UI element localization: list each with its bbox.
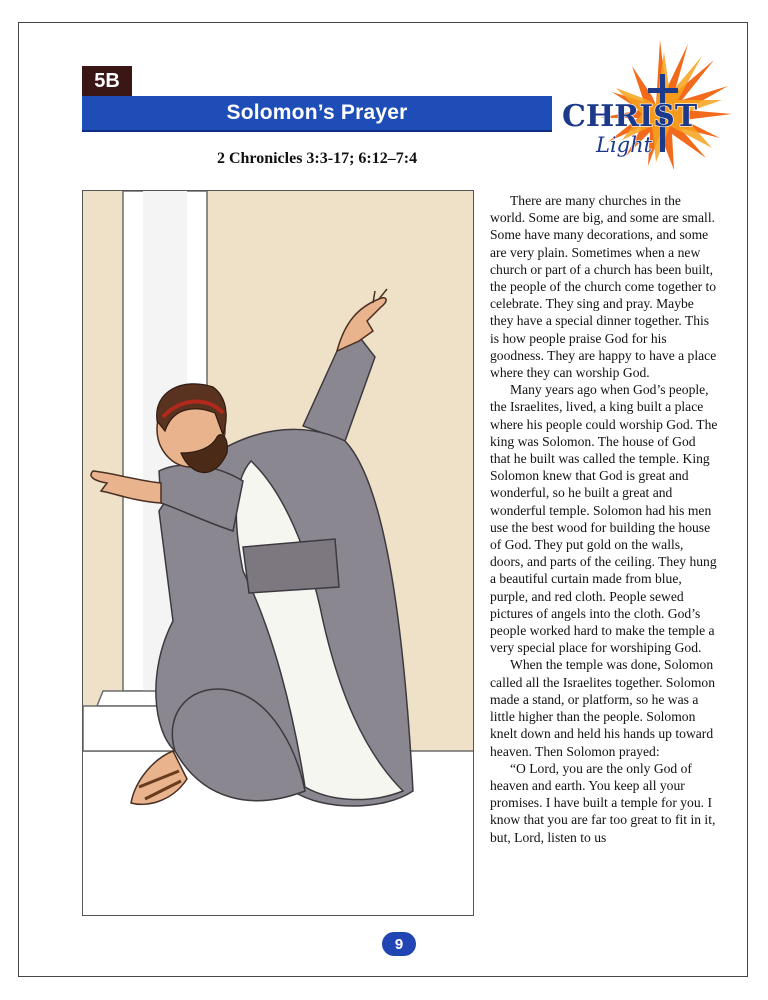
praying-king-illustration	[83, 191, 474, 916]
lesson-badge	[82, 66, 132, 96]
illustration	[82, 190, 474, 916]
logo-text-christ: CHRIST	[562, 99, 698, 134]
story-paragraph-2: Many years ago when God’s people, the Israelites, lived, a king built a place where his people could worship God. The king was Solomon. The house of God that he built was called the temple. King Solomon knew that God is great and wonderful, so he built a great and wonderful temple. Solomon had his men use the best wood for building the house of God. They put gold on the walls, doors, and parts of the ceiling. They hung a beautiful curtain made from blue, purple, and red cloth. People sewed pictures of angels into the cloth. God’s people worked hard to make the temple a very special place for worshiping God.	[490, 382, 718, 656]
logo-text-light: Light	[596, 133, 653, 157]
story-paragraph-4: “O Lord, you are the only God of heaven and earth. You keep all your promises. I have built a temple for you. I know that you are far too great to fit in it, but, Lord, listen to us	[490, 760, 716, 845]
page-number: 9	[382, 932, 416, 956]
lesson-code: 5B	[94, 69, 120, 92]
title-bar	[82, 96, 552, 132]
christlight-logo	[556, 30, 736, 180]
story-paragraph-1: There are many churches in the world. Some are big, and some are small. Some have many decorations, and some are very plain. Sometimes when a new church or part of a church has been built, the people of the church come together to celebrate. They sing and pray. Maybe they have a special dinner together. This is how people praise God for his goodness. They are happy to have a place where they can worship God.	[490, 193, 717, 381]
page-title: Solomon’s Prayer	[226, 101, 408, 124]
story-paragraph-3: When the temple was done, Solomon called all the Israelites together. Solomon made a stand, or platform, so he was a little higher than the people. Solomon knelt down and held his hands up toward heaven. Then Solomon prayed:	[490, 657, 715, 759]
scripture-reference: 2 Chronicles 3:3-17; 6:12–7:4	[216, 150, 418, 167]
story-text	[490, 192, 718, 846]
